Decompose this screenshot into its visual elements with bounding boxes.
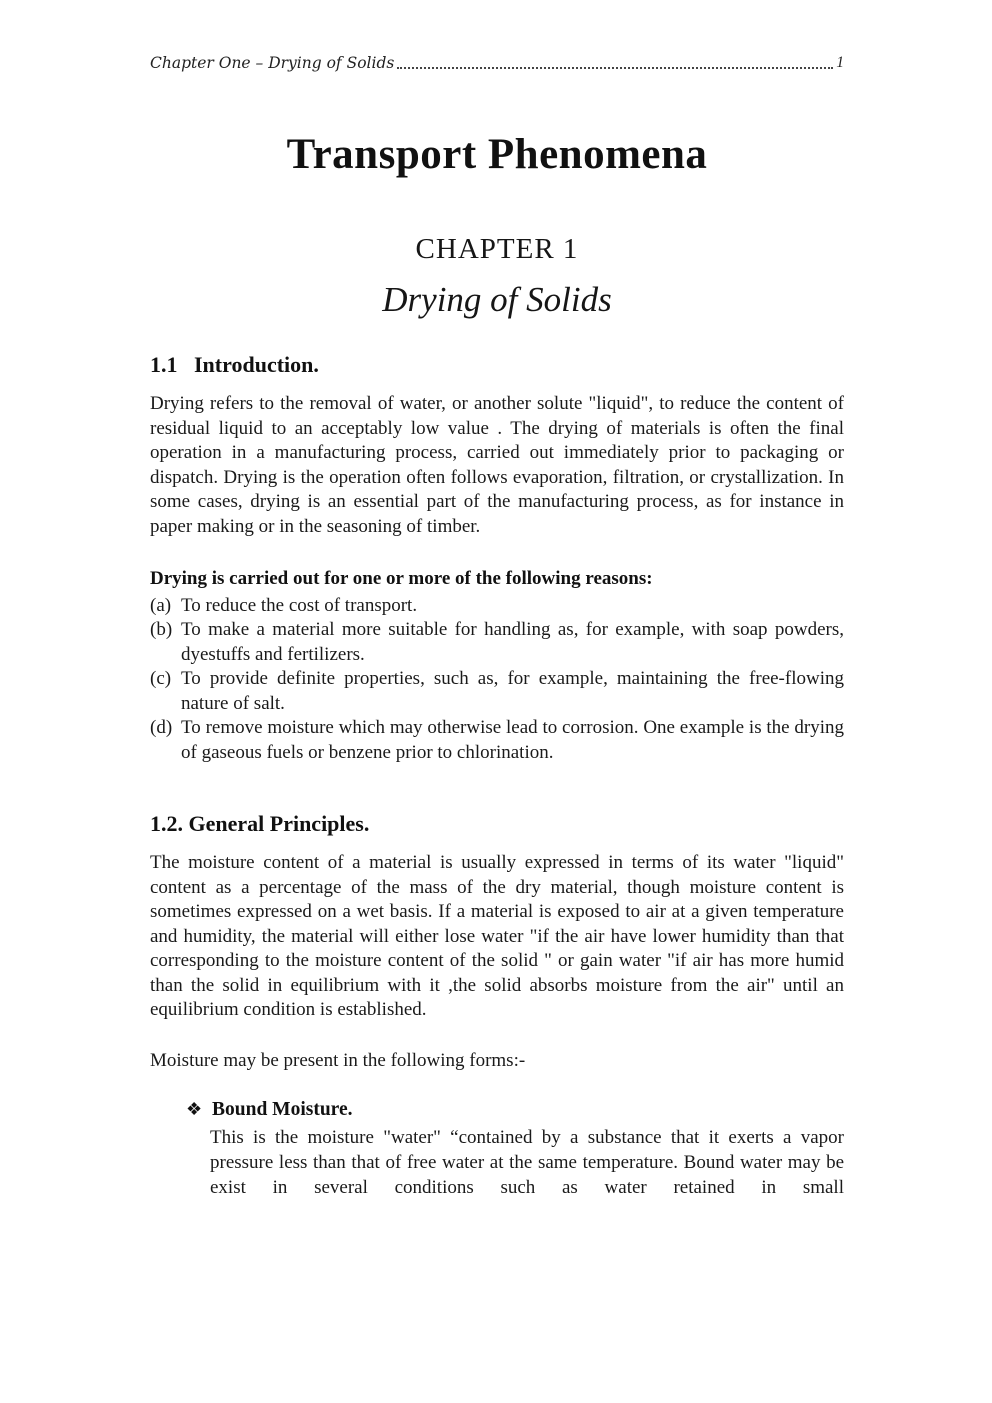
- list-item-text: To make a material more suitable for handling as, for example, with soap powders, dyestuffs and fertilizers.: [181, 619, 844, 665]
- general-principles-paragraph: The moisture content of a material is usually expressed in terms of its water "liquid" content as a percentage of the mass of the dry material, though moisture content is sometimes expressed on a wet basis. If a material is exposed to air at a given temperature and humidity, the material will either lose water "if the air have lower humidity than that corresponding to the moisture content of the solid " or gain water "if air has more humid than the solid in equilibrium with it ,the solid absorbs moisture from the air" until an equilibrium condition is established.: [150, 852, 844, 1020]
- bound-moisture-title: Bound Moisture.: [212, 1099, 353, 1120]
- chapter-title: Drying of Solids: [382, 280, 612, 319]
- bound-moisture-section: [186, 1099, 844, 1200]
- list-item: [150, 716, 844, 765]
- section-1-2-heading: 1.2. General Principles.: [150, 811, 370, 836]
- list-item-text: To remove moisture which may otherwise lead to corrosion. One example is the drying of gaseous fuels or benzene prior to chlorination.: [181, 717, 844, 763]
- moisture-forms-intro: Moisture may be present in the following forms:-: [150, 1049, 526, 1071]
- introduction-paragraph: Drying refers to the removal of water, or another solute "liquid", to reduce the content of residual liquid to an acceptably low value . The drying of materials is often the final operation in a manufacturing process, carried out immediately prior to packaging or dispatch. Drying is the operation often follows evaporation, filtration, or crystallization. In some cases, drying is an essential part of the manufacturing process, as for instance in paper making or in the seasoning of timber.: [150, 393, 844, 537]
- list-item: [150, 594, 844, 619]
- list-item-text: To provide definite properties, such as, for example, maintaining the free-flowing nature of salt.: [181, 668, 844, 714]
- list-item-label: (b): [150, 619, 173, 640]
- list-item-label: (a): [150, 594, 172, 616]
- chapter-label: CHAPTER 1: [415, 233, 579, 265]
- reasons-list: [150, 594, 844, 766]
- book-title: Transport Phenomena: [286, 131, 708, 178]
- section-1-1-heading: 1.1 Introduction.: [150, 352, 319, 377]
- reasons-heading: Drying is carried out for one or more of the following reasons:: [150, 568, 653, 589]
- page-header: [150, 54, 844, 72]
- list-item-label: (d): [150, 717, 173, 738]
- running-title: Chapter One – Drying of Solids: [150, 54, 395, 72]
- list-item-label: (c): [150, 668, 172, 689]
- list-item: [150, 618, 844, 667]
- bound-moisture-heading: [186, 1099, 844, 1121]
- list-item-text: To reduce the cost of transport.: [181, 594, 418, 616]
- dot-leader: [397, 67, 833, 69]
- bound-moisture-paragraph: This is the moisture "water" “contained by a substance that it exerts a vapor pressure less than that of free water at the same temperature. Bound water may be exist in several conditions such as water retained in small: [210, 1127, 844, 1199]
- page-number: 1: [836, 54, 844, 71]
- list-item: [150, 667, 844, 716]
- diamond-bullet-icon: ❖: [186, 1099, 203, 1119]
